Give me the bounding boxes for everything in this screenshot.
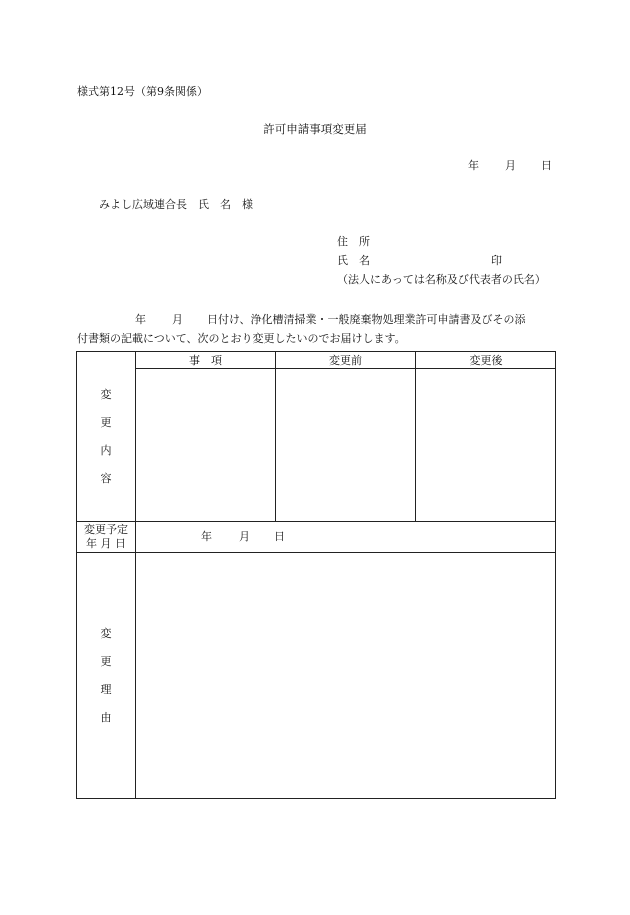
corporate-note: （法人にあっては名称及び代表者の氏名） <box>337 273 546 286</box>
change-reason-char: 由 <box>100 711 112 724</box>
body-line-1 <box>77 310 555 329</box>
after-cell[interactable] <box>416 369 555 521</box>
scheduled-day-label: 日 <box>274 530 285 543</box>
form-number: 様式第12号（第9条関係） <box>77 85 208 98</box>
change-table <box>76 351 556 799</box>
body-year-label: 年 <box>135 313 146 326</box>
body-month-label: 月 <box>172 313 183 326</box>
reason-cell[interactable] <box>136 553 555 798</box>
change-reason-char: 理 <box>100 683 112 696</box>
change-reason-char: 変 <box>100 627 112 640</box>
body-line-2: 付書類の記載について、次のとおり変更したいのでお届けします。 <box>77 332 406 345</box>
change-content-char: 変 <box>100 388 112 401</box>
scheduled-date-label-2: 年 月 日 <box>86 537 126 550</box>
date-month-label: 月 <box>505 159 516 172</box>
name-label: 氏 名 <box>337 254 370 267</box>
item-cell[interactable] <box>136 369 275 521</box>
change-reason-char: 更 <box>100 655 112 668</box>
body-day-text: 日付け、浄化槽清掃業・一般廃棄物処理業許可申請書及びその添 <box>207 313 526 326</box>
scheduled-month-label: 月 <box>239 530 250 543</box>
scheduled-year-label: 年 <box>201 530 212 543</box>
before-cell[interactable] <box>276 369 415 521</box>
change-content-char: 内 <box>100 444 112 457</box>
seal-mark: 印 <box>491 254 502 267</box>
change-content-char: 更 <box>100 416 112 429</box>
scheduled-date-label-1: 変更予定 <box>84 523 128 536</box>
addressee: みよし広域連合長 氏 名 様 <box>99 198 253 211</box>
change-content-char: 容 <box>100 472 112 485</box>
notification-body <box>77 310 555 348</box>
date-day-label: 日 <box>541 159 552 172</box>
date-year-label: 年 <box>468 159 479 172</box>
header-before: 変更前 <box>329 354 362 367</box>
header-item: 事 項 <box>189 354 222 367</box>
header-after: 変更後 <box>469 354 503 367</box>
address-label: 住 所 <box>337 235 370 248</box>
document-title: 許可申請事項変更届 <box>263 122 367 136</box>
